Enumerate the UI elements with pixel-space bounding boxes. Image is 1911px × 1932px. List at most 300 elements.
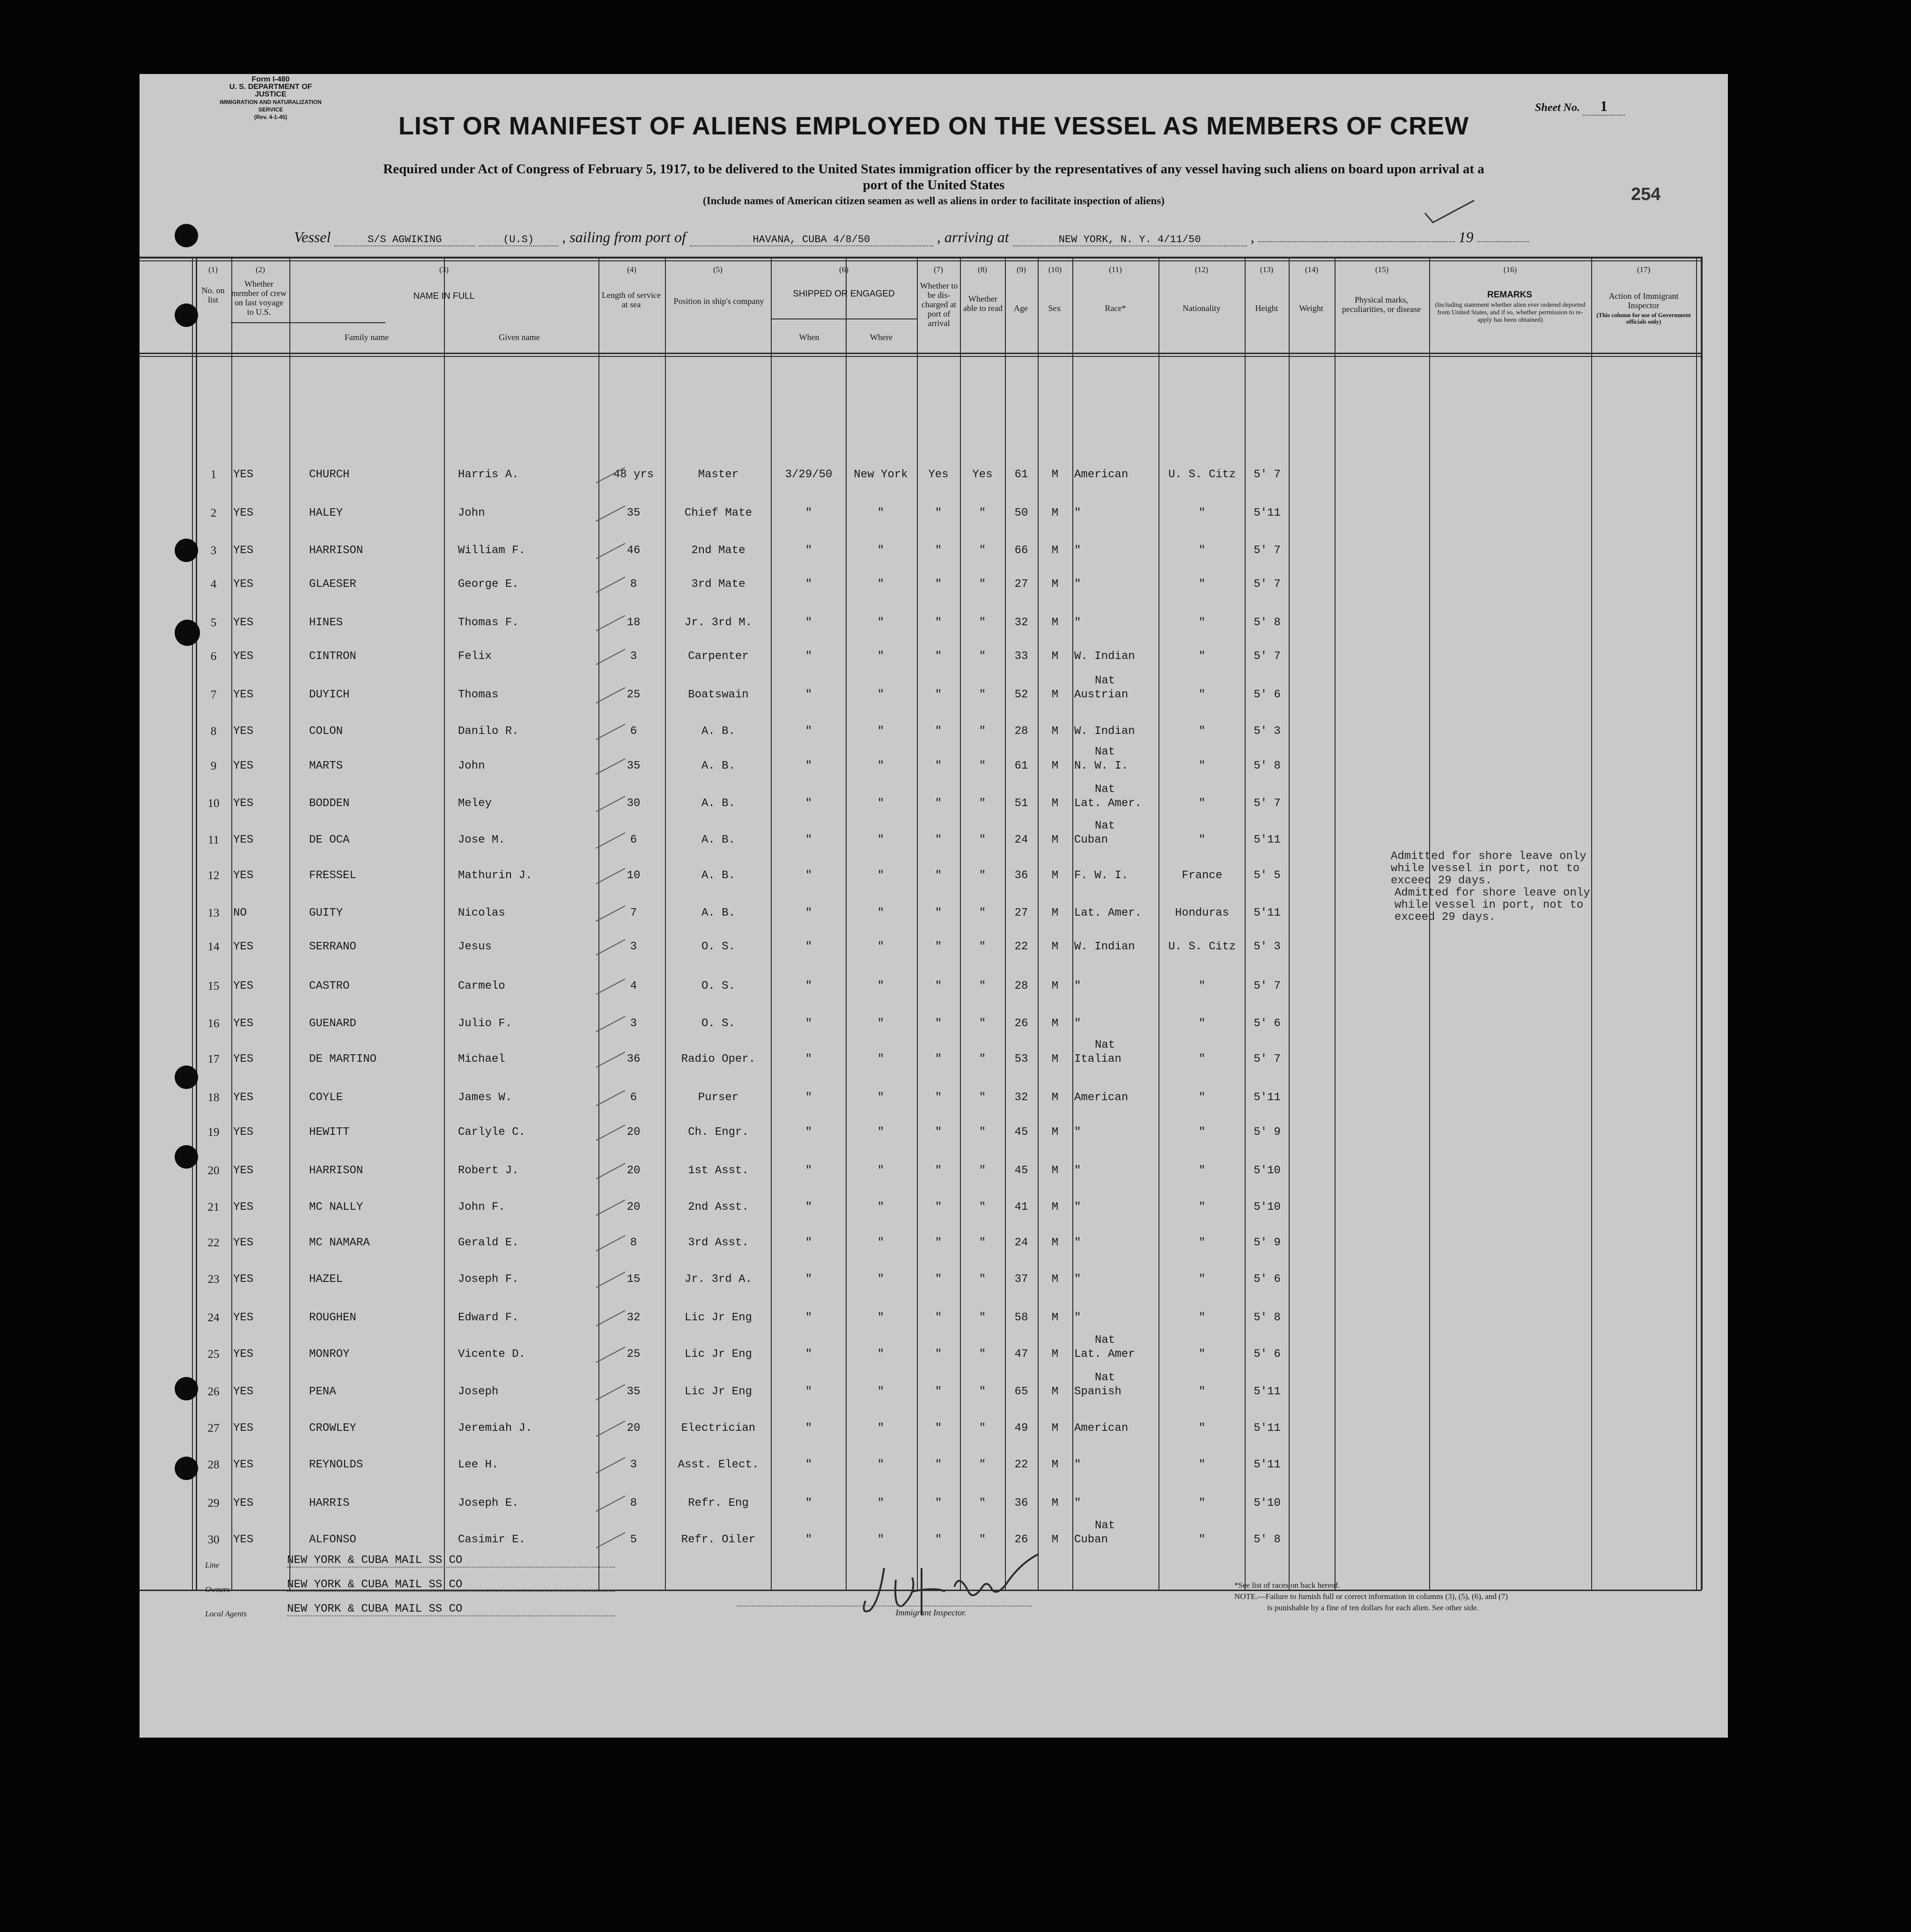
cell-discharged: " (935, 578, 942, 591)
cell-nationality: " (1198, 544, 1206, 557)
cell-race-nat: Nat (1095, 1334, 1115, 1347)
cell-given: Casimir E. (458, 1533, 526, 1546)
cell-voyage: YES (233, 1201, 254, 1214)
cell-where: " (877, 760, 885, 772)
cell-position: O. S. (701, 980, 735, 992)
cell-length: 35 (627, 1385, 641, 1398)
arriving-at: NEW YORK, N. Y. 4/11/50 (1013, 234, 1247, 246)
cell-read: " (979, 1533, 986, 1546)
cell-read: " (979, 1053, 986, 1066)
cell-no: 17 (207, 1053, 220, 1066)
cell-length: 32 (627, 1311, 641, 1324)
note-penalty-1: NOTE.—Failure to furnish full or correct information in columns (3), (5), (6), and (7) (1234, 1592, 1508, 1601)
cell-no: 7 (210, 688, 217, 701)
cell-length: 4 (630, 980, 637, 992)
cell-height: 5'11 (1254, 507, 1281, 519)
column-number: (9) (1017, 265, 1026, 274)
cell-no: 18 (207, 1091, 220, 1104)
cell-no: 19 (207, 1126, 220, 1139)
cell-given: Thomas (458, 688, 499, 701)
cell-nationality: " (1198, 688, 1206, 701)
cell-no: 2 (210, 507, 217, 519)
cell-given: Robert J. (458, 1164, 519, 1177)
cell-race: " (1074, 1126, 1081, 1139)
cell-no: 1 (210, 468, 217, 481)
header-shipped-engaged: SHIPPED OR ENGAGED (793, 289, 895, 299)
cell-read: " (979, 1017, 986, 1030)
cell-voyage: YES (233, 1348, 254, 1361)
cell-race: " (1074, 980, 1081, 992)
cell-given: Gerald E. (458, 1236, 519, 1249)
cell-position: Refr. Oiler (681, 1533, 756, 1546)
cell-where: " (877, 650, 885, 663)
cell-length: 20 (627, 1126, 641, 1139)
cell-given: Julio F. (458, 1017, 512, 1030)
cell-sex: M (1051, 1017, 1059, 1030)
cell-voyage: YES (233, 1422, 254, 1435)
cell-family: MONROY (309, 1348, 350, 1361)
cell-family: ROUGHEN (309, 1311, 356, 1324)
cell-where: " (877, 940, 885, 953)
cell-race: American (1074, 468, 1129, 481)
cell-position: Jr. 3rd A. (684, 1273, 753, 1286)
cell-given: Edward F. (458, 1311, 519, 1324)
cell-length: 6 (630, 1091, 637, 1104)
cell-discharged: " (935, 544, 942, 557)
column-number: (1) (208, 265, 218, 274)
cell-read: " (979, 507, 986, 519)
header-no-on-list: No. on list (201, 286, 225, 304)
cell-where: " (877, 797, 885, 810)
cell-family: HARRISON (309, 544, 363, 557)
cell-given: James W. (458, 1091, 512, 1104)
cell-where: " (877, 1126, 885, 1139)
header-sex: Sex (1048, 303, 1061, 313)
cell-given: John (458, 507, 485, 519)
cell-race-nat: Nat (1095, 783, 1115, 796)
cell-discharged: " (935, 1201, 942, 1214)
cell-nationality: " (1198, 1164, 1206, 1177)
cell-read: " (979, 1091, 986, 1104)
cell-read: " (979, 797, 986, 810)
cell-race: F. W. I. (1074, 869, 1129, 882)
cell-position: Lic Jr Eng (684, 1311, 753, 1324)
cell-no: 23 (207, 1273, 220, 1286)
cell-discharged: " (935, 1348, 942, 1361)
cell-position: Lic Jr Eng (684, 1385, 753, 1398)
cell-voyage: YES (233, 468, 254, 481)
cell-family: CROWLEY (309, 1422, 356, 1435)
cell-position: A. B. (701, 834, 735, 846)
cell-race: Italian (1074, 1053, 1122, 1066)
cell-position: 3rd Asst. (688, 1236, 749, 1249)
cell-where: " (877, 1385, 885, 1398)
cell-read: " (979, 869, 986, 882)
cell-position: 2nd Mate (691, 544, 745, 557)
cell-read: " (979, 907, 986, 919)
cell-discharged: " (935, 1422, 942, 1435)
owners-value: NEW YORK & CUBA MAIL SS CO (287, 1578, 615, 1592)
cell-race-nat: Nat (1095, 674, 1115, 687)
sheet-label: Sheet No. (1535, 102, 1580, 114)
cell-height: 5'10 (1254, 1201, 1281, 1214)
cell-when: " (805, 544, 812, 557)
cell-given: Carlyle C. (458, 1126, 526, 1139)
cell-given: Joseph F. (458, 1273, 519, 1286)
column-number: (10) (1048, 265, 1062, 274)
manifest-sheet (140, 74, 1728, 1738)
cell-voyage: YES (233, 650, 254, 663)
column-number: (15) (1375, 265, 1389, 274)
cell-no: 14 (207, 940, 220, 953)
column-number: (7) (934, 265, 943, 274)
cell-where: " (877, 1091, 885, 1104)
cell-read: " (979, 760, 986, 772)
cell-length: 20 (627, 1422, 641, 1435)
cell-height: 5' 9 (1254, 1236, 1281, 1249)
cell-position: A. B. (701, 869, 735, 882)
cell-height: 5' 8 (1254, 1311, 1281, 1324)
cell-age: 61 (1014, 760, 1028, 772)
cell-where: " (877, 1164, 885, 1177)
column-number: (4) (627, 265, 636, 274)
cell-where: " (877, 616, 885, 629)
cell-family: CASTRO (309, 980, 350, 992)
cell-length: 48 yrs (613, 468, 654, 481)
cell-age: 32 (1014, 616, 1028, 629)
cell-family: SERRANO (309, 940, 356, 953)
cell-sex: M (1051, 1422, 1059, 1435)
cell-voyage: YES (233, 760, 254, 772)
header-when: When (799, 333, 819, 342)
check-mark-icon (1423, 197, 1479, 225)
cell-family: FRESSEL (309, 869, 356, 882)
cell-position: Ch. Engr. (688, 1126, 749, 1139)
cell-sex: M (1051, 578, 1059, 591)
cell-family: HAZEL (309, 1273, 343, 1286)
cell-position: O. S. (701, 940, 735, 953)
cell-race: N. W. I. (1074, 760, 1129, 772)
cell-race: " (1074, 1311, 1081, 1324)
cell-race: " (1074, 507, 1081, 519)
cell-voyage: NO (233, 907, 247, 919)
cell-sex: M (1051, 1053, 1059, 1066)
header-age: Age (1014, 303, 1028, 313)
cell-age: 36 (1014, 869, 1028, 882)
remarks-stamp-2: Admitted for shore leave only while vessel in port, not to exceed 29 days. (1395, 887, 1590, 924)
cell-when: " (805, 1053, 812, 1066)
cell-family: MARTS (309, 760, 343, 772)
punch-hole (175, 224, 198, 247)
cell-race: W. Indian (1074, 725, 1135, 738)
cell-voyage: YES (233, 980, 254, 992)
cell-when: " (805, 907, 812, 919)
cell-sex: M (1051, 1348, 1059, 1361)
cell-when: " (805, 1422, 812, 1435)
cell-race-nat: Nat (1095, 1371, 1115, 1384)
cell-race: Lat. Amer (1074, 1348, 1135, 1361)
cell-age: 24 (1014, 1236, 1028, 1249)
cell-read: " (979, 1458, 986, 1471)
cell-when: " (805, 1273, 812, 1286)
cell-given: John (458, 760, 485, 772)
cell-race: Lat. Amer. (1074, 907, 1142, 919)
cell-race-nat: Nat (1095, 746, 1115, 758)
crew-table (140, 257, 1718, 1600)
cell-nationality: " (1198, 578, 1206, 591)
cell-when: " (805, 940, 812, 953)
cell-when: " (805, 1164, 812, 1177)
sailing-from: HAVANA, CUBA 4/8/50 (690, 234, 933, 246)
cell-given: Vicente D. (458, 1348, 526, 1361)
cell-nationality: " (1198, 725, 1206, 738)
header-race: Race* (1105, 303, 1126, 313)
cell-height: 5' 3 (1254, 725, 1281, 738)
cell-age: 22 (1014, 940, 1028, 953)
cell-age: 50 (1014, 507, 1028, 519)
cell-position: O. S. (701, 1017, 735, 1030)
cell-where: " (877, 725, 885, 738)
note-races: *See list of races on back hereof. (1234, 1581, 1340, 1590)
cell-when: " (805, 760, 812, 772)
page-number-stamp: 254 (1631, 185, 1661, 204)
cell-discharged: " (935, 507, 942, 519)
cell-sex: M (1051, 797, 1059, 810)
cell-where: " (877, 507, 885, 519)
cell-no: 29 (207, 1497, 220, 1510)
dept-name: U. S. DEPARTMENT OF JUSTICE (229, 83, 312, 98)
cell-where: " (877, 907, 885, 919)
cell-no: 10 (207, 797, 220, 810)
cell-voyage: YES (233, 940, 254, 953)
cell-sex: M (1051, 1201, 1059, 1214)
cell-length: 8 (630, 1497, 637, 1510)
cell-height: 5' 7 (1254, 578, 1281, 591)
cell-sex: M (1051, 507, 1059, 519)
cell-height: 5' 6 (1254, 1348, 1281, 1361)
cell-when: " (805, 507, 812, 519)
subtitle-line-2: port of the United States (863, 178, 1005, 192)
cell-voyage: YES (233, 1236, 254, 1249)
cell-nationality: " (1198, 1017, 1206, 1030)
cell-age: 27 (1014, 578, 1028, 591)
cell-position: Boatswain (688, 688, 749, 701)
cell-discharged: " (935, 1533, 942, 1546)
cell-nationality: " (1198, 1422, 1206, 1435)
header-length-service: Length of service at sea (602, 290, 661, 309)
cell-height: 5' 5 (1254, 869, 1281, 882)
cell-length: 8 (630, 1236, 637, 1249)
cell-race: " (1074, 1458, 1081, 1471)
cell-sex: M (1051, 907, 1059, 919)
cell-nationality: Honduras (1175, 907, 1229, 919)
cell-where: " (877, 1422, 885, 1435)
owners-label: Owners (205, 1585, 230, 1594)
subtitle-line-1: Required under Act of Congress of February 5, 1917, to be delivered to the United States immigration officer by the representatives of any vessel having such aliens on board upon arrival at a (383, 162, 1484, 177)
cell-where: " (877, 688, 885, 701)
header-action-inspector: Action of Immigrant Inspector (1608, 291, 1679, 310)
cell-voyage: YES (233, 1311, 254, 1324)
cell-position: 2nd Asst. (688, 1201, 749, 1214)
cell-no: 30 (207, 1533, 220, 1546)
cell-position: A. B. (701, 725, 735, 738)
cell-race: " (1074, 1164, 1081, 1177)
cell-given: Lee H. (458, 1458, 499, 1471)
cell-race-nat: Nat (1095, 1519, 1115, 1532)
cell-when: " (805, 650, 812, 663)
cell-nationality: " (1198, 1201, 1206, 1214)
cell-read: " (979, 1236, 986, 1249)
cell-sex: M (1051, 1236, 1059, 1249)
cell-race: " (1074, 544, 1081, 557)
cell-nationality: " (1198, 507, 1206, 519)
cell-age: 36 (1014, 1497, 1028, 1510)
form-revision: (Rev. 4-1-45) (254, 114, 288, 120)
cell-no: 26 (207, 1385, 220, 1398)
cell-discharged: " (935, 1126, 942, 1139)
vessel-line: Vessel S/S AGWIKING (U.S) , sailing from port of HAVANA, CUBA 4/8/50 , arriving at NEW YORK, N. Y. 4/11/50 , 19 (294, 229, 1694, 249)
header-able-read: Whether able to read (963, 294, 1003, 313)
cell-read: Yes (972, 468, 993, 481)
cell-length: 15 (627, 1273, 641, 1286)
cell-read: " (979, 1164, 986, 1177)
vessel-label: Vessel (294, 229, 331, 245)
cell-position: A. B. (701, 907, 735, 919)
cell-family: BODDEN (309, 797, 350, 810)
cell-nationality: U. S. Citz (1168, 468, 1236, 481)
cell-when: " (805, 1091, 812, 1104)
cell-sex: M (1051, 1126, 1059, 1139)
cell-where: " (877, 1497, 885, 1510)
cell-read: " (979, 1201, 986, 1214)
cell-nationality: " (1198, 1533, 1206, 1546)
agents-value: NEW YORK & CUBA MAIL SS CO (287, 1603, 615, 1616)
cell-given: Thomas F. (458, 616, 519, 629)
cell-no: 22 (207, 1236, 220, 1249)
cell-height: 5' 3 (1254, 940, 1281, 953)
cell-race-nat: Nat (1095, 820, 1115, 832)
cell-when: " (805, 1533, 812, 1546)
cell-when: " (805, 1348, 812, 1361)
cell-discharged: " (935, 1311, 942, 1324)
cell-discharged: " (935, 1091, 942, 1104)
cell-nationality: " (1198, 834, 1206, 846)
cell-read: " (979, 1422, 986, 1435)
column-number: (12) (1195, 265, 1209, 274)
cell-race: American (1074, 1091, 1129, 1104)
cell-no: 5 (210, 616, 217, 629)
remarks-stamp-1: Admitted for shore leave only while vessel in port, not to exceed 29 days. (1391, 850, 1586, 887)
cell-family: MC NAMARA (309, 1236, 370, 1249)
cell-read: " (979, 725, 986, 738)
cell-position: Carpenter (688, 650, 749, 663)
cell-length: 20 (627, 1164, 641, 1177)
cell-nationality: " (1198, 1091, 1206, 1104)
cell-voyage: YES (233, 1164, 254, 1177)
subtitle-line-3: (Include names of American citizen seamen as well as aliens in order to facilitate inspection of aliens) (703, 195, 1165, 207)
cell-position: Purser (698, 1091, 739, 1104)
cell-given: Jeremiah J. (458, 1422, 532, 1435)
cell-height: 5'11 (1254, 1458, 1281, 1471)
cell-family: HALEY (309, 507, 343, 519)
cell-voyage: YES (233, 1458, 254, 1471)
form-number: Form I-480 (251, 75, 290, 83)
cell-nationality: " (1198, 1273, 1206, 1286)
cell-sex: M (1051, 869, 1059, 882)
cell-family: MC NALLY (309, 1201, 363, 1214)
header-physical-marks: Physical marks, peculiarities, or disease (1342, 295, 1421, 314)
cell-sex: M (1051, 1311, 1059, 1324)
cell-when: " (805, 616, 812, 629)
cell-nationality: " (1198, 1385, 1206, 1398)
cell-nationality: " (1198, 797, 1206, 810)
cell-position: Jr. 3rd M. (684, 616, 753, 629)
cell-race: " (1074, 1201, 1081, 1214)
column-number: (3) (439, 265, 449, 274)
header-action-note: (This column for use of Government officials only) (1596, 311, 1691, 325)
cell-no: 12 (207, 869, 220, 882)
cell-position: Refr. Eng (688, 1497, 749, 1510)
cell-height: 5' 8 (1254, 1533, 1281, 1546)
agents-label: Local Agents (205, 1609, 247, 1618)
cell-given: Joseph (458, 1385, 499, 1398)
cell-nationality: " (1198, 1348, 1206, 1361)
cell-race: " (1074, 1236, 1081, 1249)
cell-length: 10 (627, 869, 641, 882)
cell-read: " (979, 616, 986, 629)
cell-read: " (979, 544, 986, 557)
cell-family: HINES (309, 616, 343, 629)
cell-discharged: " (935, 980, 942, 992)
cell-age: 22 (1014, 1458, 1028, 1471)
cell-discharged: " (935, 1458, 942, 1471)
subtitle (140, 161, 1728, 209)
cell-length: 30 (627, 797, 641, 810)
cell-read: " (979, 1497, 986, 1510)
cell-nationality: " (1198, 980, 1206, 992)
cell-voyage: YES (233, 507, 254, 519)
cell-race: " (1074, 1497, 1081, 1510)
line-label: Line (205, 1561, 220, 1569)
cell-age: 24 (1014, 834, 1028, 846)
cell-nationality: " (1198, 1236, 1206, 1249)
cell-family: CHURCH (309, 468, 350, 481)
column-number: (17) (1637, 265, 1651, 274)
cell-discharged: " (935, 1497, 942, 1510)
cell-height: 5' 9 (1254, 1126, 1281, 1139)
cell-discharged: " (935, 616, 942, 629)
cell-discharged: " (935, 1164, 942, 1177)
cell-length: 3 (630, 1458, 637, 1471)
cell-when: " (805, 980, 812, 992)
cell-given: Joseph E. (458, 1497, 519, 1510)
cell-age: 33 (1014, 650, 1028, 663)
cell-height: 5' 7 (1254, 980, 1281, 992)
cell-family: PENA (309, 1385, 336, 1398)
cell-age: 65 (1014, 1385, 1028, 1398)
cell-discharged: " (935, 1385, 942, 1398)
header-height: Height (1255, 303, 1278, 313)
header-where: Where (870, 333, 893, 342)
cell-discharged: " (935, 907, 942, 919)
cell-nationality: " (1198, 616, 1206, 629)
cell-height: 5' 6 (1254, 1017, 1281, 1030)
sailing-label: , sailing from port of (562, 229, 686, 245)
cell-where: " (877, 1458, 885, 1471)
cell-voyage: YES (233, 834, 254, 846)
cell-family: GUENARD (309, 1017, 356, 1030)
cell-voyage: YES (233, 1126, 254, 1139)
